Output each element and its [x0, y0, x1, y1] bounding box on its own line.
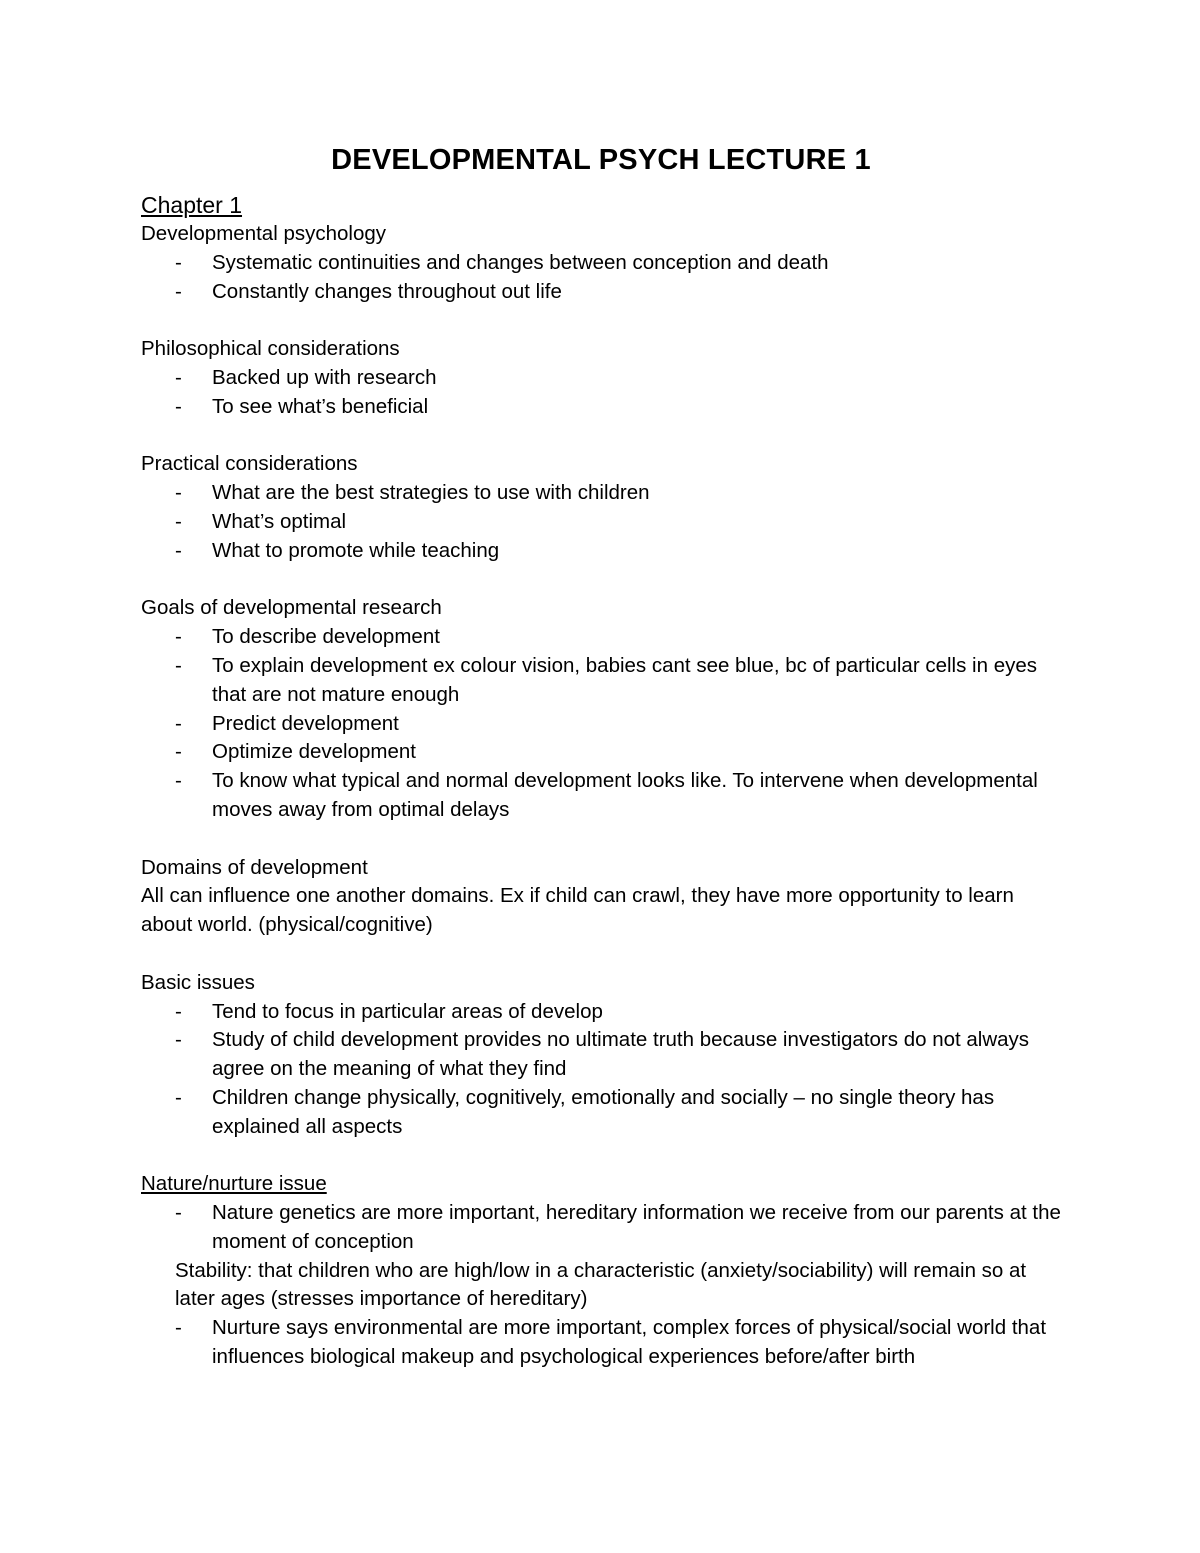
list-item: - Nature genetics are more important, hereditary information we receive from our parents at the moment of conception [141, 1199, 1061, 1257]
section-heading-goals: Goals of developmental research [141, 596, 442, 620]
list-item: - To see what’s beneficial [141, 393, 1061, 422]
spacer [141, 940, 1061, 969]
spacer [141, 422, 1061, 451]
section-heading-philosophical: Philosophical considerations [141, 337, 400, 361]
list-item: - Systematic continuities and changes between conception and death [141, 249, 1061, 278]
list-item: - What are the best strategies to use with children [141, 479, 1061, 508]
section-heading-basic-issues: Basic issues [141, 970, 255, 994]
section-heading-nature-nurture: Nature/nurture issue [141, 1172, 327, 1196]
chapter-heading: Chapter 1 [141, 192, 243, 218]
spacer [141, 1142, 1061, 1171]
list-item: - Children change physically, cognitively, emotionally and socially – no single theory has explained all aspects [141, 1084, 1061, 1142]
list-basic-issues [141, 998, 1061, 1142]
list-item: - Nurture says environmental are more important, complex forces of physical/social world that influences biological makeup and psychological experiences before/after birth [141, 1314, 1061, 1372]
list-practical [141, 479, 1061, 565]
list-item: - To explain development ex colour vision, babies cant see blue, bc of particular cells in eyes that are not mature enough [141, 652, 1061, 710]
document-title: DEVELOPMENTAL PSYCH LECTURE 1 [331, 144, 871, 176]
paragraph-stability: Stability: that children who are high/low in a characteristic (anxiety/sociability) will remain so at later ages (stresses importance of hereditary) [175, 1258, 1027, 1311]
list-philosophical [141, 364, 1061, 422]
section-heading-developmental-psychology: Developmental psychology [141, 222, 386, 245]
list-goals [141, 623, 1061, 825]
list-developmental-psychology [141, 249, 1061, 307]
list-nature [141, 1199, 1061, 1257]
list-item: - What to promote while teaching [141, 537, 1061, 566]
list-item: - Tend to focus in particular areas of develop [141, 998, 1061, 1027]
list-nurture [141, 1314, 1061, 1372]
list-item: - Predict development [141, 710, 1061, 739]
list-item: - To know what typical and normal development looks like. To intervene when developmental moves away from optimal delays [141, 767, 1061, 825]
list-item: - Backed up with research [141, 364, 1061, 393]
list-item: - Optimize development [141, 738, 1061, 767]
section-heading-domains: Domains of development [141, 855, 368, 879]
section-heading-practical: Practical considerations [141, 452, 358, 476]
document-content [141, 140, 1061, 1372]
spacer [141, 306, 1061, 335]
list-item: - What’s optimal [141, 508, 1061, 537]
list-item: - Constantly changes throughout out life [141, 278, 1061, 307]
list-item: - To describe development [141, 623, 1061, 652]
spacer [141, 566, 1061, 595]
spacer [141, 825, 1061, 854]
list-item: - Study of child development provides no ultimate truth because investigators do not always agree on the meaning of what they find [141, 1026, 1061, 1084]
paragraph-domains: All can influence one another domains. Ex if child can crawl, they have more opportunity to learn about world. (physical/cognitive) [141, 884, 1014, 937]
